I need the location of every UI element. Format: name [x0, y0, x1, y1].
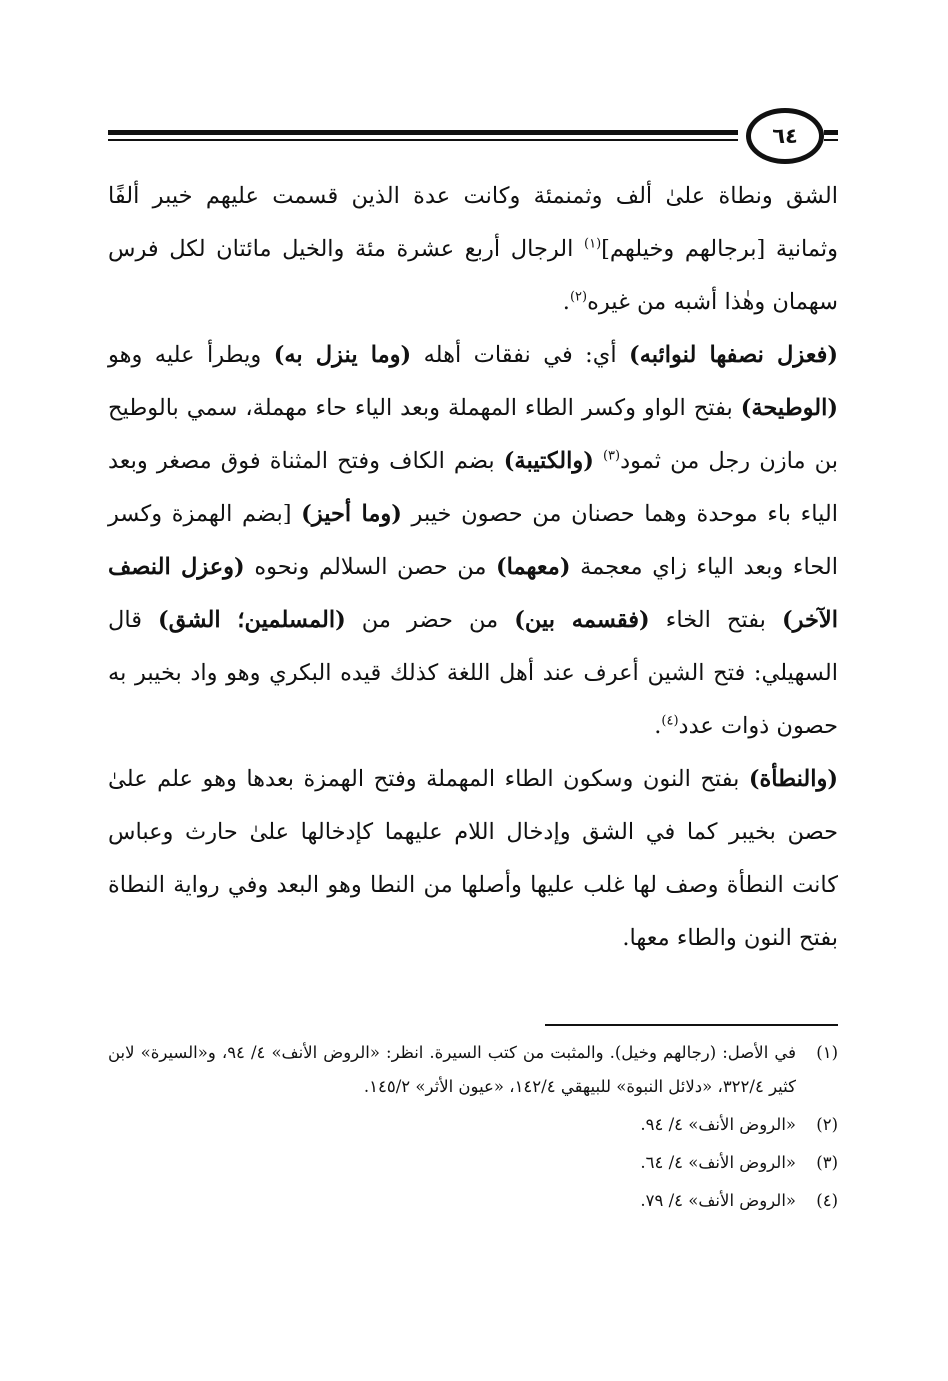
lemma-phrase: (الوطيحة)	[740, 395, 838, 421]
text-run: ويطرأ عليه وهو	[108, 342, 274, 368]
footnote-number: (٣)	[816, 1153, 838, 1172]
text-run: من حضر من	[345, 607, 515, 633]
lemma-phrase: (فقسمه بين)	[514, 607, 650, 633]
lemma-phrase: (المسلمين؛ الشق)	[158, 607, 346, 633]
footnote-text: «الروض الأنف» ٤/ ٦٤.	[640, 1153, 796, 1172]
footnote-number: (١)	[816, 1043, 838, 1062]
footnote-1	[108, 1036, 838, 1104]
footnote-text: في الأصل: (رجالهم وخيل). والمثبت من كتب السيرة. انظر: «الروض الأنف» ٤/ ٩٤، و«السيرة» لابن كثير ٣٢٢/٤، «دلائل النبوة» للبيهقي ١٤٢/٤، «عيون الأثر» ١٤٥/٢.	[108, 1043, 796, 1096]
text-run: بفتح الواو وكسر الطاء المهملة وبعد الياء حاء مهملة، سمي بالوطيح بن مازن رجل من ثمود	[108, 395, 838, 474]
lemma-phrase: (والنطأة)	[748, 766, 838, 792]
footnote-separator	[545, 1024, 838, 1026]
lemma-phrase: (فعزل نصفها لنوائبه)	[629, 342, 838, 368]
footnote-ref-1[interactable]: (١)	[584, 236, 602, 252]
text-run	[594, 448, 603, 474]
footnote-ref-4[interactable]: (٤)	[661, 713, 679, 729]
header-rule-right-thick	[824, 130, 838, 135]
paragraph-1	[108, 170, 838, 329]
lemma-phrase: (وما ينزل به)	[273, 342, 412, 368]
text-run: الشق ونطاة علىٰ ألف وثمنمئة وكانت عدة الذين قسمت عليهم خيبر ألفًا وثمانية [برجالهم وخيلهم]	[108, 183, 838, 262]
text-run: .	[562, 289, 570, 315]
footnote-number: (٢)	[816, 1115, 838, 1134]
paragraph-2	[108, 329, 838, 753]
footnotes	[108, 1036, 838, 1218]
footnote-2	[108, 1108, 838, 1142]
text-run: .	[654, 713, 662, 739]
header-rule-thin	[108, 139, 738, 141]
footnote-ref-3[interactable]: (٣)	[602, 448, 621, 464]
text-run: أي: في نفقات أهله	[411, 342, 630, 368]
text-run: بفتح النون وسكون الطاء المهملة وفتح الهمزة بعدها وهو علم علىٰ حصن بخيبر كما في الشق وإدخال اللام عليهما كإدخالها علىٰ حارث وعباس كانت النطأة وصف لها غلب عليها وأصلها من النطا وهو البعد وفي رواية النطاة بفتح النون والطاء معها.	[108, 766, 838, 951]
footnote-text: «الروض الأنف» ٤/ ٩٤.	[640, 1115, 796, 1134]
lemma-phrase: (معهما)	[496, 554, 571, 580]
header-rule-thick	[108, 130, 738, 135]
lemma-phrase: (وما أحيز)	[301, 501, 402, 527]
page-number-ornament	[746, 108, 824, 164]
lemma-phrase: (وعزل النصف الآخر)	[108, 554, 838, 633]
text-run: قال السهيلي: فتح الشين أعرف عند أهل اللغة كذلك قيده البكري وهو واد بخيبر به حصون ذوات عدد	[108, 607, 838, 739]
page-number: ٦٤	[772, 123, 798, 148]
footnote-4	[108, 1184, 838, 1218]
text-run: بضم الكاف وفتح المثناة فوق مصغر وبعد الياء باء موحدة وهما حصنان من حصون خيبر	[108, 448, 838, 527]
text-run: من حصن السلالم ونحوه	[244, 554, 497, 580]
page-header	[108, 108, 838, 166]
text-run: [بضم الهمزة وكسر الحاء وبعد الياء زاي معجمة	[108, 501, 838, 580]
main-text	[108, 170, 838, 965]
footnote-ref-2[interactable]: (٢)	[569, 289, 588, 305]
footnote-number: (٤)	[816, 1191, 838, 1210]
text-run: بفتح الخاء	[649, 607, 782, 633]
footnote-text: «الروض الأنف» ٤/ ٧٩.	[640, 1191, 796, 1210]
paragraph-3	[108, 753, 838, 965]
header-rule-right-thin	[824, 139, 838, 141]
text-run: الرجال أربع عشرة مئة والخيل مائتان لكل فرس سهمان وهٰذا أشبه من غيره	[108, 236, 838, 315]
footnote-3	[108, 1146, 838, 1180]
lemma-phrase: (والكتيبة)	[503, 448, 594, 474]
